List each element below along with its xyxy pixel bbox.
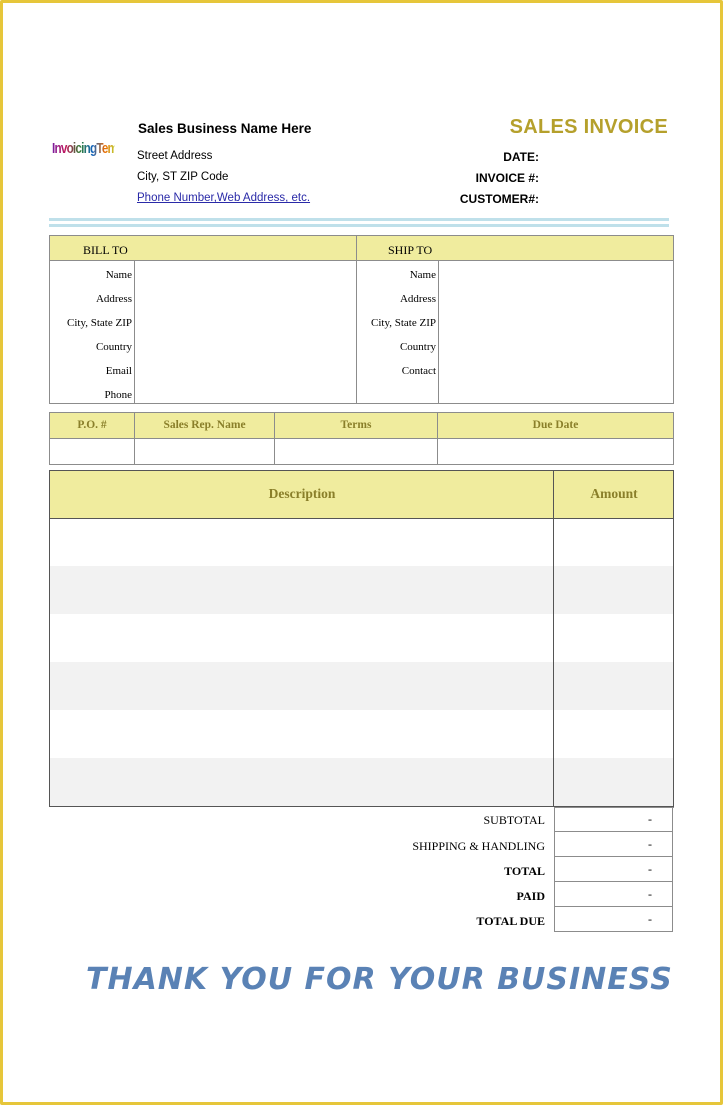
ship-city-label: City, State ZIP: [371, 317, 436, 329]
ship-address-label: Address: [399, 293, 436, 305]
thank-you-message: THANK YOU FOR YOUR BUSINESS: [86, 962, 673, 997]
bill-email-label: Email: [105, 365, 132, 377]
amount-header: Amount: [590, 486, 638, 501]
subtotal-value[interactable]: -: [554, 807, 673, 832]
paid-value[interactable]: -: [554, 882, 673, 907]
ship-contact-label: Contact: [401, 365, 436, 377]
address-header-bar: [50, 236, 673, 261]
shipping-value[interactable]: -: [554, 832, 673, 857]
date-label: DATE:: [503, 150, 539, 164]
bill-name-label: Name: [105, 269, 132, 281]
terms-cell[interactable]: [275, 439, 437, 464]
bill-address-label: Address: [95, 293, 132, 305]
shipping-label: SHIPPING & HANDLING: [412, 839, 545, 853]
order-info-table: [49, 412, 674, 465]
contact-link[interactable]: Phone Number,Web Address, etc.: [137, 192, 311, 204]
address-section: [49, 235, 674, 404]
po-number-cell[interactable]: [50, 439, 134, 464]
due-date-cell[interactable]: [438, 439, 673, 464]
company-logo: InvoicingTemplates: [52, 140, 114, 174]
bill-city-label: City, State ZIP: [67, 317, 132, 329]
terms-header: Terms: [340, 419, 372, 431]
total-due-value[interactable]: -: [554, 907, 673, 932]
ship-to-fields[interactable]: [439, 261, 673, 403]
description-header: Description: [268, 486, 336, 501]
ship-to-title: SHIP TO: [388, 243, 433, 257]
sales-rep-header: Sales Rep. Name: [163, 419, 246, 431]
ship-country-label: Country: [399, 341, 436, 353]
ship-name-label: Name: [409, 269, 436, 281]
paid-label: PAID: [516, 889, 545, 903]
customer-number-label: CUSTOMER#:: [459, 192, 539, 206]
header-divider-2: [49, 224, 669, 227]
due-date-header: Due Date: [532, 419, 579, 431]
header-divider: [49, 218, 669, 221]
invoice-number-label: INVOICE #:: [475, 171, 539, 185]
invoice-title: SALES INVOICE: [509, 116, 668, 138]
city-line[interactable]: City, ST ZIP Code: [137, 171, 229, 183]
bill-to-fields[interactable]: [135, 261, 356, 403]
po-number-header: P.O. #: [77, 419, 107, 431]
subtotal-label: SUBTOTAL: [483, 813, 545, 827]
description-column[interactable]: [50, 518, 553, 806]
street-address[interactable]: Street Address: [137, 150, 213, 162]
sales-rep-cell[interactable]: [135, 439, 274, 464]
amount-column[interactable]: [554, 518, 673, 806]
business-name[interactable]: Sales Business Name Here: [138, 121, 312, 136]
total-label: TOTAL: [504, 864, 545, 878]
bill-country-label: Country: [95, 341, 132, 353]
bill-to-title: BILL TO: [83, 243, 128, 257]
total-value[interactable]: -: [554, 857, 673, 882]
total-due-label: TOTAL DUE: [476, 914, 545, 928]
bill-phone-label: Phone: [104, 389, 132, 401]
